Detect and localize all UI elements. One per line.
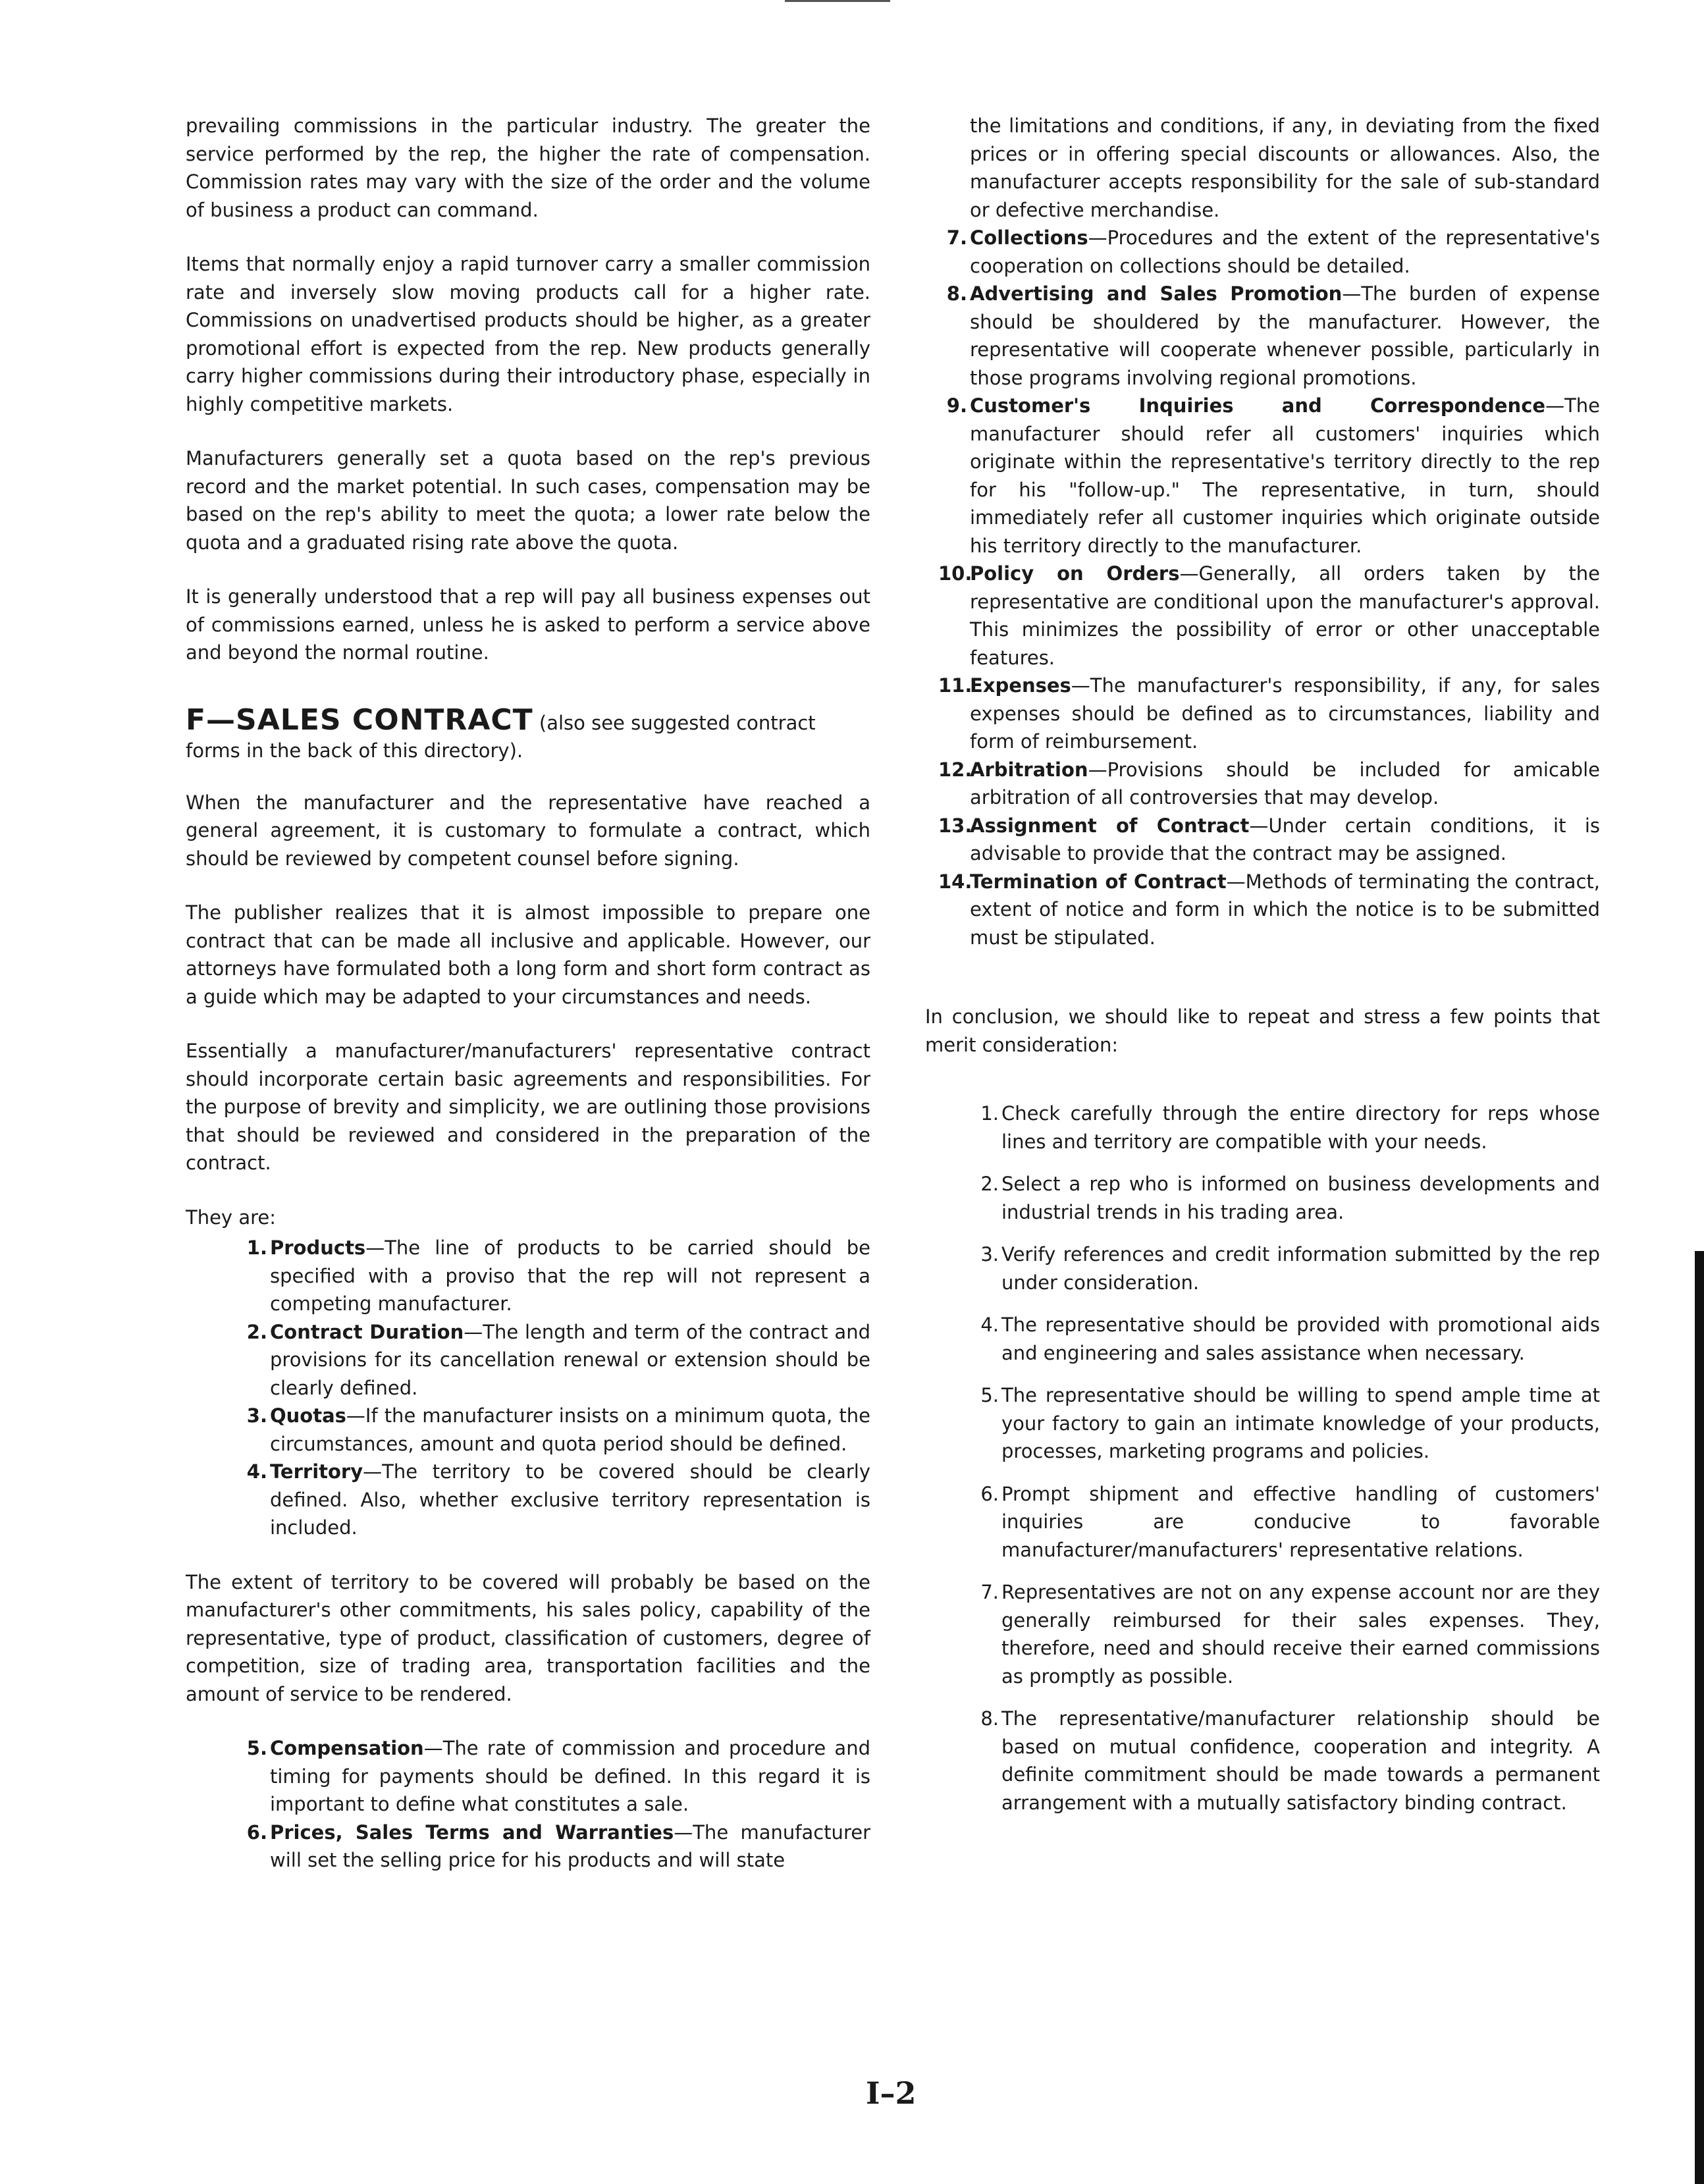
list-item: 4. Territory—The territory to be covered should be clearly defined. Also, whether exclusive territory representation is included.	[246, 1460, 870, 1539]
list-item: 5. Compensation—The rate of commission and procedure and timing for payments should be defined. In this regard it is important to define what constitutes a sale.	[246, 1737, 870, 1815]
list-item: 8. Advertising and Sales Promotion—The burden of expense should be shouldered by the manufacturer. However, the representative will cooperate whenever possible, particularly in those programs involving regional promotions.	[946, 282, 1600, 389]
paragraph: The publisher realizes that it is almost impossible to prepare one contract that can be made all inclusive and applicable. However, our attorneys have formulated both a long form and short form contract as a guide which may be adapted to your circumstances and needs.	[186, 901, 870, 1008]
list-item: 1. Check carefully through the entire directory for reps whose lines and territory are compatible with your needs.	[980, 1102, 1600, 1153]
list-item: 6. Prompt shipment and effective handling of customers' inquiries are conducive to favorable manufacturer/manufacturers' representative relations.	[980, 1482, 1600, 1561]
section-heading	[186, 703, 870, 765]
list-item: 2. Select a rep who is informed on business developments and industrial trends in his trading area.	[980, 1173, 1600, 1223]
list-item: 4. The representative should be provided with promotional aids and engineering and sales assistance when necessary.	[980, 1314, 1600, 1364]
scan-edge-bar	[1695, 1251, 1704, 2184]
page-number: I–2	[866, 2075, 917, 2111]
paragraph: Items that normally enjoy a rapid turnover carry a smaller commission rate and inversely slow moving products call for a higher rate. Commissions on unadvertised products should be higher, as a greater promotional effort is expected from the rep. New products generally carry higher commissions during their introductory phase, especially in highly competitive markets.	[186, 253, 870, 415]
key-points-list	[980, 1100, 1600, 1817]
list-item: 3. Quotas—If the manufacturer insists on a minimum quota, the circumstances, amount and quota period should be defined.	[246, 1404, 870, 1455]
list-item: 9. Customer's Inquiries and Correspondence—The manufacturer should refer all customers' inquiries which originate within the representative's territory directly to the rep for his "follow-up." The representative, in turn, should immediately refer all customer inquiries which originate outside his territory directly to the manufacturer.	[946, 394, 1600, 557]
list-item: 6. Prices, Sales Terms and Warranties—The manufacturer will set the selling price for his products and will state	[246, 1821, 870, 1871]
list-item: 7. Collections—Procedures and the extent of the representative's cooperation on collections should be detailed.	[946, 226, 1600, 277]
paragraph: Manufacturers generally set a quota based on the rep's previous record and the market potential. In such cases, compensation may be based on the rep's ability to meet the quota; a lower rate below the quota and a graduated rising rate above the quota.	[186, 447, 870, 554]
list-item: 8. The representative/manufacturer relationship should be based on mutual confidence, cooperation and integrity. A definite commitment should be made towards a permanent arrangement with a mutually satisfactory binding contract.	[980, 1707, 1600, 1814]
list-item: 5. The representative should be willing to spend ample time at your factory to gain an intimate knowledge of your products, processes, marketing programs and policies.	[980, 1384, 1600, 1462]
section-note: (also see suggested contract forms in the back of this directory).	[186, 711, 816, 762]
section-title: F—SALES CONTRACT	[186, 703, 533, 737]
contract-provisions-list-right	[938, 224, 1600, 951]
list-item: 12. Arbitration—Provisions should be included for amicable arbitration of all controversies that may develop.	[938, 758, 1600, 809]
list-item: 2. Contract Duration—The length and term of the contract and provisions for its cancellation renewal or extension should be clearly defined.	[246, 1320, 870, 1399]
territory-paragraph: The extent of territory to be covered will probably be based on the manufacturer's other commitments, his sales policy, capability of the representative, type of product, classification of customers, degree of competition, size of trading area, transportation facilities and the amount of service to be rendered.	[186, 1570, 870, 1705]
paragraph: When the manufacturer and the representative have reached a general agreement, it is customary to formulate a contract, which should be reviewed by competent counsel before signing.	[186, 791, 870, 870]
list-item: 13. Assignment of Contract—Under certain conditions, it is advisable to provide that the contract may be assigned.	[938, 814, 1600, 865]
conclusion-paragraph: In conclusion, we should like to repeat and stress a few points that merit consideration:	[925, 1005, 1600, 1056]
contract-provisions-list-continued	[246, 1734, 870, 1875]
list-intro: They are:	[186, 1206, 276, 1229]
list-item: 10. Policy on Orders—Generally, all orders taken by the representative are conditional upon the manufacturer's approval. This minimizes the possibility of error or other unacceptable features.	[938, 562, 1600, 669]
right-column	[925, 112, 1600, 1831]
left-column	[186, 112, 870, 1875]
list-item: 7. Representatives are not on any expense account nor are they generally reimbursed for their sales expenses. They, therefore, need and should receive their earned commissions as promptly as possible.	[980, 1581, 1600, 1688]
list-item: 11. Expenses—The manufacturer's responsibility, if any, for sales expenses should be defined as to circumstances, liability and form of reimbursement.	[938, 674, 1600, 753]
continued-item-text: the limitations and conditions, if any, in deviating from the fixed prices or in offering special discounts or allowances. Also, the manufacturer accepts responsibility for the sale of sub-standard or defective merchandise.	[970, 115, 1600, 221]
paragraph: prevailing commissions in the particular industry. The greater the service performed by the rep, the higher the rate of compensation. Commission rates may vary with the size of the order and the volume of business a product can command.	[186, 115, 870, 221]
list-item: 14. Termination of Contract—Methods of terminating the contract, extent of notice and form in which the notice is to be submitted must be stipulated.	[938, 870, 1600, 949]
paragraph: It is generally understood that a rep will pay all business expenses out of commissions earned, unless he is asked to perform a service above and beyond the normal routine.	[186, 585, 870, 664]
paragraph: Essentially a manufacturer/manufacturers' representative contract should incorporate certain basic agreements and responsibilities. For the purpose of brevity and simplicity, we are outlining those provisions that should be reviewed and considered in the preparation of the contract.	[186, 1040, 870, 1174]
contract-provisions-list	[246, 1234, 870, 1542]
list-item: 3. Verify references and credit information submitted by the rep under consideration.	[980, 1243, 1600, 1294]
top-rule	[785, 0, 890, 2]
list-item: 1. Products—The line of products to be carried should be specified with a proviso that the rep will not represent a competing manufacturer.	[246, 1237, 870, 1315]
